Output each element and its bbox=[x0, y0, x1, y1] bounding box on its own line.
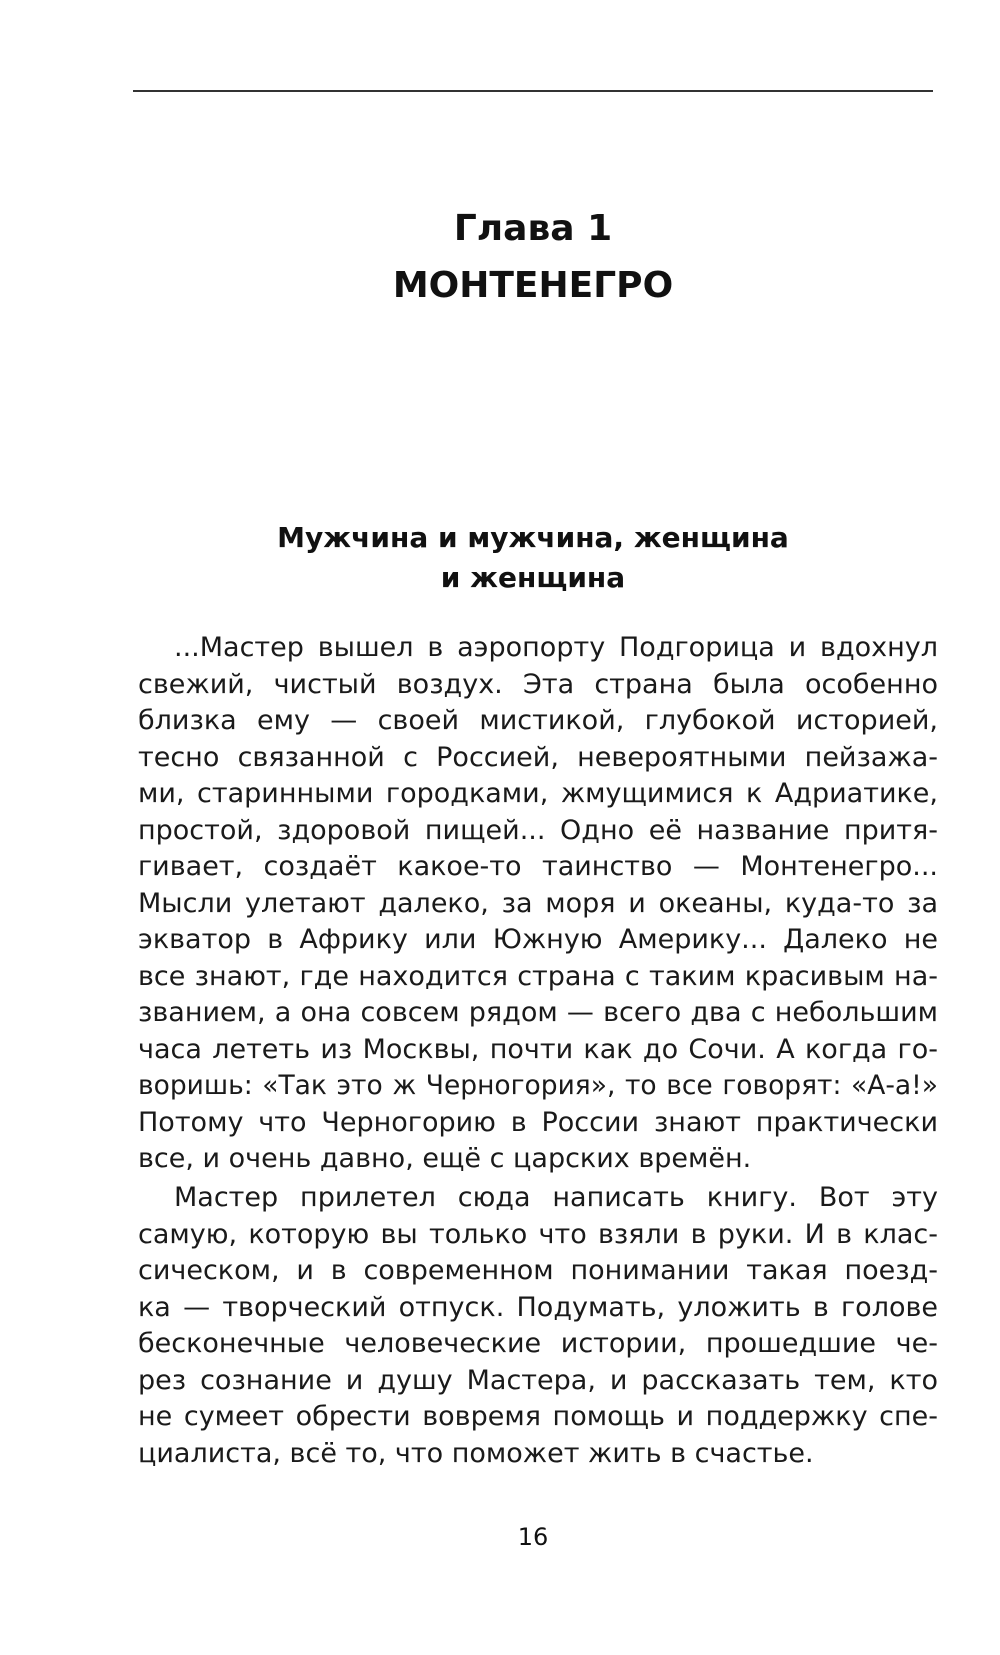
text-line: Потому что Черногорию в России знают практически bbox=[138, 1106, 938, 1138]
text-line: экватор в Африку или Южную Америку... Далеко не bbox=[138, 924, 938, 955]
paragraph bbox=[138, 1180, 938, 1472]
page-number: 16 bbox=[517, 1523, 549, 1551]
chapter-title: МОНТЕНЕГРО bbox=[392, 265, 674, 306]
text-line: званием, а она совсем рядом — всего два с небольшим bbox=[138, 997, 938, 1028]
text-line: самую, которую вы только что взяли в руки. И в клас- bbox=[138, 1218, 938, 1250]
text-line: циалиста, всё то, что поможет жить в счастье. bbox=[138, 1437, 814, 1469]
text-line: близка ему — своей мистикой, глубокой историей, bbox=[138, 705, 938, 736]
text-line: все знают, где находится страна с таким красивым на- bbox=[138, 960, 938, 992]
paragraph bbox=[138, 630, 938, 1178]
text-line: сическом, и в современном понимании такая поезд- bbox=[138, 1255, 938, 1286]
chapter-number: Глава 1 bbox=[453, 208, 613, 249]
text-line: не сумеет обрести вовремя помощь и поддержку спе- bbox=[138, 1401, 938, 1432]
text-line: все, и очень давно, ещё с царских времён. bbox=[138, 1143, 752, 1174]
section-title bbox=[133, 518, 933, 598]
section-title-line: Мужчина и мужчина, женщина bbox=[277, 521, 789, 554]
text-line: ...Мастер вышел в аэропорту Подгорица и вдохнул bbox=[174, 632, 938, 663]
text-line: бесконечные человеческие истории, прошедшие че- bbox=[138, 1328, 938, 1359]
text-line: рез сознание и душу Мастера, и рассказать тем, кто bbox=[138, 1364, 938, 1396]
text-line: ка — творческий отпуск. Подумать, уложить в голове bbox=[138, 1291, 938, 1323]
text-line: простой, здоровой пищей... Одно её название притя- bbox=[138, 814, 938, 846]
text-line: ми, старинными городками, жмущимися к Адриатике, bbox=[138, 778, 938, 809]
header-rule bbox=[133, 90, 933, 92]
section-title-line: и женщина bbox=[440, 561, 626, 594]
text-line: свежий, чистый воздух. Эта страна была особенно bbox=[138, 668, 938, 700]
text-line: Мысли улетают далеко, за моря и океаны, куда-то за bbox=[138, 887, 938, 919]
text-line: Мастер прилетел сюда написать книгу. Вот эту bbox=[174, 1182, 938, 1213]
text-line: воришь: «Так это ж Черногория», то все говорят: «А-а!» bbox=[138, 1070, 938, 1101]
text-line: гивает, создаёт какое-то таинство — Монтенегро... bbox=[138, 851, 938, 882]
text-line: часа лететь из Москвы, почти как до Сочи. А когда го- bbox=[138, 1033, 938, 1065]
text-line: тесно связанной с Россией, невероятными пейзажа- bbox=[138, 741, 938, 773]
